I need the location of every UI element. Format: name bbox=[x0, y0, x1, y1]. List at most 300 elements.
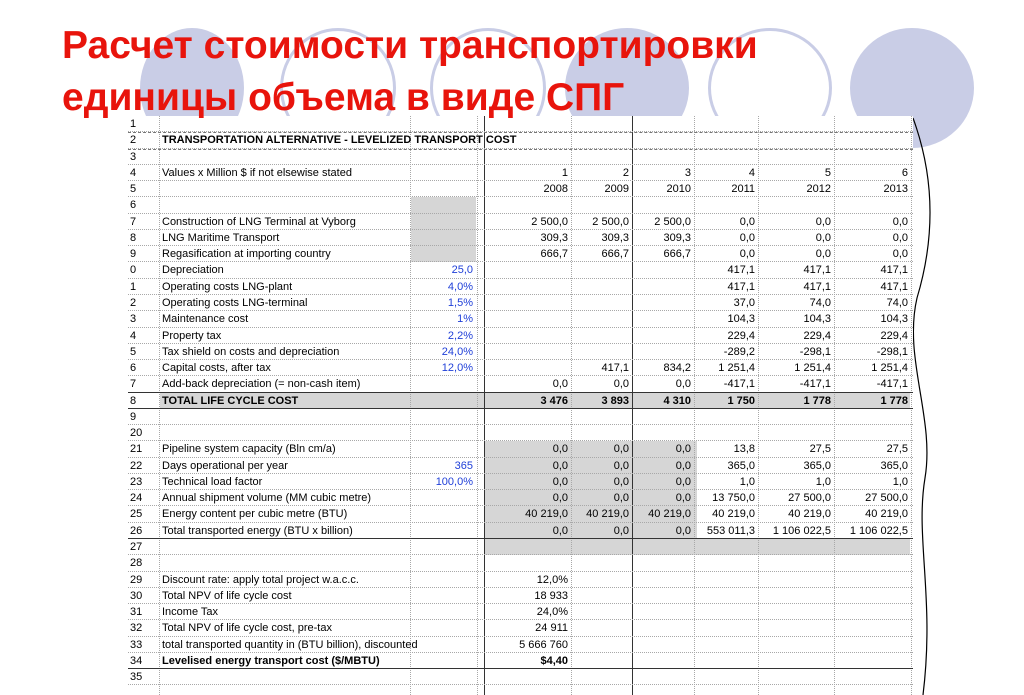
row-label: Energy content per cubic metre (BTU) bbox=[162, 508, 348, 521]
value-cell[interactable] bbox=[633, 653, 694, 668]
sheet-row bbox=[128, 149, 913, 165]
value-cell[interactable]: 365,0 bbox=[803, 459, 831, 472]
value-cell[interactable]: 0,0 bbox=[552, 378, 568, 391]
row-header: 29 bbox=[130, 573, 143, 586]
value-cell[interactable]: 6 bbox=[901, 166, 908, 179]
value-cell[interactable] bbox=[695, 604, 758, 619]
parameter-cell[interactable] bbox=[411, 149, 476, 164]
value-cell[interactable]: 2009 bbox=[604, 183, 629, 196]
value-cell[interactable] bbox=[572, 572, 632, 587]
value-cell[interactable] bbox=[572, 425, 632, 440]
value-cell[interactable] bbox=[572, 344, 632, 359]
parameter-cell[interactable] bbox=[411, 490, 476, 505]
value-cell[interactable] bbox=[695, 669, 758, 684]
value-cell[interactable] bbox=[695, 409, 758, 424]
value-cell[interactable]: 104,3 bbox=[803, 313, 831, 326]
parameter-cell[interactable] bbox=[411, 653, 476, 668]
value-cell[interactable]: 0,0 bbox=[892, 215, 908, 228]
value-cell[interactable] bbox=[485, 197, 571, 212]
value-cell[interactable] bbox=[695, 555, 758, 570]
value-cell[interactable]: 0,0 bbox=[739, 231, 755, 244]
value-cell[interactable] bbox=[759, 409, 834, 424]
row-header: 1 bbox=[130, 118, 137, 130]
row-label: Days operational per year bbox=[162, 459, 288, 472]
value-cell[interactable] bbox=[759, 132, 834, 147]
value-cell[interactable] bbox=[633, 539, 694, 554]
row-header: 3 bbox=[130, 150, 137, 163]
value-cell[interactable]: 1 251,4 bbox=[718, 362, 755, 375]
value-cell[interactable]: 1,0 bbox=[739, 475, 755, 488]
sheet-row bbox=[128, 523, 913, 539]
value-cell[interactable] bbox=[633, 279, 694, 294]
value-cell[interactable]: 0,0 bbox=[613, 492, 629, 505]
value-cell[interactable] bbox=[633, 555, 694, 570]
value-cell[interactable]: 0,0 bbox=[739, 248, 755, 261]
value-cell[interactable] bbox=[485, 295, 571, 310]
row-header: 24 bbox=[130, 492, 143, 505]
value-cell[interactable]: 666,7 bbox=[601, 248, 629, 261]
row-label: Depreciation bbox=[162, 264, 224, 277]
value-cell[interactable]: 40 219,0 bbox=[712, 508, 755, 521]
parameter-cell[interactable]: 24,0% bbox=[441, 345, 473, 358]
value-cell[interactable]: 0,0 bbox=[675, 475, 691, 488]
value-cell[interactable]: 0,0 bbox=[552, 443, 568, 456]
value-cell[interactable]: 309,3 bbox=[663, 231, 691, 244]
parameter-cell[interactable] bbox=[411, 572, 476, 587]
value-cell[interactable] bbox=[633, 409, 694, 424]
value-cell[interactable] bbox=[759, 588, 834, 603]
value-cell[interactable]: 3 893 bbox=[601, 394, 629, 407]
value-cell[interactable]: 27,5 bbox=[886, 443, 908, 456]
parameter-cell[interactable]: 25,0 bbox=[451, 264, 473, 277]
value-cell[interactable]: 0,0 bbox=[613, 475, 629, 488]
value-cell[interactable] bbox=[633, 425, 694, 440]
value-cell[interactable]: 0,0 bbox=[613, 524, 629, 537]
parameter-cell[interactable] bbox=[411, 539, 476, 554]
value-cell[interactable]: 0,0 bbox=[739, 215, 755, 228]
value-cell[interactable]: 27,5 bbox=[809, 443, 831, 456]
value-cell[interactable] bbox=[572, 637, 632, 652]
value-cell[interactable]: 24 911 bbox=[535, 622, 568, 635]
value-cell[interactable]: 74,0 bbox=[809, 296, 831, 309]
value-cell[interactable] bbox=[695, 572, 758, 587]
value-cell[interactable] bbox=[759, 539, 834, 554]
value-cell[interactable] bbox=[633, 149, 694, 164]
value-cell[interactable]: 27 500,0 bbox=[865, 492, 908, 505]
row-header: 22 bbox=[130, 459, 143, 472]
value-cell[interactable]: -417,1 bbox=[876, 378, 908, 391]
value-cell[interactable]: -417,1 bbox=[799, 378, 831, 391]
value-cell[interactable] bbox=[835, 653, 911, 668]
value-cell[interactable] bbox=[485, 279, 571, 294]
value-cell[interactable]: 0,0 bbox=[892, 248, 908, 261]
value-cell[interactable]: 1 778 bbox=[880, 394, 908, 407]
value-cell[interactable]: $4,40 bbox=[540, 654, 568, 667]
value-cell[interactable] bbox=[695, 653, 758, 668]
dashed-separator bbox=[128, 132, 913, 133]
value-cell[interactable]: 666,7 bbox=[663, 248, 691, 261]
value-cell[interactable]: 0,0 bbox=[675, 443, 691, 456]
value-cell[interactable] bbox=[485, 149, 571, 164]
value-cell[interactable]: 5 bbox=[824, 166, 831, 179]
value-cell[interactable]: 40 219,0 bbox=[788, 508, 831, 521]
row-header: 25 bbox=[130, 508, 143, 521]
value-cell[interactable]: 1,0 bbox=[815, 475, 831, 488]
value-cell[interactable]: 2 500,0 bbox=[531, 215, 568, 228]
parameter-cell[interactable] bbox=[411, 165, 476, 180]
value-cell[interactable] bbox=[485, 262, 571, 277]
value-cell[interactable] bbox=[835, 637, 911, 652]
value-cell[interactable] bbox=[759, 425, 834, 440]
spreadsheet bbox=[128, 116, 913, 695]
parameter-cell[interactable] bbox=[411, 523, 476, 538]
value-cell[interactable]: 0,0 bbox=[552, 459, 568, 472]
value-cell[interactable]: 2013 bbox=[883, 183, 908, 196]
row-label: total transported quantity in (BTU billion), discounted bbox=[162, 638, 418, 651]
value-cell[interactable] bbox=[835, 572, 911, 587]
sheet-row bbox=[128, 295, 913, 311]
value-cell[interactable]: 1 251,4 bbox=[871, 362, 908, 375]
value-cell[interactable]: 1 106 022,5 bbox=[849, 524, 908, 537]
value-cell[interactable] bbox=[572, 409, 632, 424]
parameter-cell[interactable]: 2,2% bbox=[447, 329, 473, 342]
value-cell[interactable] bbox=[485, 344, 571, 359]
value-cell[interactable] bbox=[835, 669, 911, 684]
value-cell[interactable]: 417,1 bbox=[601, 362, 629, 375]
value-cell[interactable]: 417,1 bbox=[803, 280, 831, 293]
value-cell[interactable] bbox=[485, 539, 571, 554]
value-cell[interactable] bbox=[633, 637, 694, 652]
value-cell[interactable]: 4 bbox=[748, 166, 755, 179]
value-cell[interactable]: 1 750 bbox=[727, 394, 755, 407]
value-cell[interactable]: 0,0 bbox=[815, 215, 831, 228]
value-cell[interactable]: 74,0 bbox=[886, 296, 908, 309]
value-cell[interactable] bbox=[759, 197, 834, 212]
row-header: 4 bbox=[130, 329, 137, 342]
value-cell[interactable] bbox=[759, 572, 834, 587]
row-label: Annual shipment volume (MM cubic metre) bbox=[162, 492, 372, 505]
value-cell[interactable] bbox=[759, 604, 834, 619]
sheet-row bbox=[128, 653, 913, 669]
value-cell[interactable] bbox=[759, 555, 834, 570]
value-cell[interactable] bbox=[633, 328, 694, 343]
parameter-cell[interactable] bbox=[411, 620, 476, 635]
parameter-cell[interactable] bbox=[411, 555, 476, 570]
value-cell[interactable]: 0,0 bbox=[815, 248, 831, 261]
row-header: 7 bbox=[130, 215, 137, 228]
value-cell[interactable] bbox=[572, 653, 632, 668]
value-cell[interactable] bbox=[572, 328, 632, 343]
parameter-cell[interactable]: 1,5% bbox=[447, 296, 473, 309]
value-cell[interactable] bbox=[572, 620, 632, 635]
row-label: Capital costs, after tax bbox=[162, 362, 271, 375]
value-cell[interactable]: 13 750,0 bbox=[712, 492, 755, 505]
parameter-cell[interactable] bbox=[411, 197, 476, 212]
parameter-cell[interactable] bbox=[411, 409, 476, 424]
row-label: TOTAL LIFE CYCLE COST bbox=[162, 394, 299, 407]
value-cell[interactable]: 40 219,0 bbox=[525, 508, 568, 521]
row-label: Regasification at importing country bbox=[162, 248, 331, 261]
parameter-cell[interactable] bbox=[411, 376, 476, 391]
value-cell[interactable]: 40 219,0 bbox=[648, 508, 691, 521]
value-cell[interactable]: -289,2 bbox=[723, 345, 755, 358]
parameter-cell[interactable]: 100,0% bbox=[435, 475, 473, 488]
value-cell[interactable]: 666,7 bbox=[540, 248, 568, 261]
value-cell[interactable] bbox=[485, 360, 571, 375]
value-cell[interactable] bbox=[572, 588, 632, 603]
value-cell[interactable] bbox=[572, 295, 632, 310]
parameter-cell[interactable] bbox=[411, 588, 476, 603]
value-cell[interactable]: 40 219,0 bbox=[586, 508, 629, 521]
parameter-cell[interactable] bbox=[411, 393, 476, 408]
value-cell[interactable] bbox=[759, 637, 834, 652]
row-header: 28 bbox=[130, 557, 143, 570]
value-cell[interactable]: 2 500,0 bbox=[592, 215, 629, 228]
value-cell[interactable] bbox=[572, 132, 632, 147]
parameter-cell[interactable] bbox=[411, 441, 476, 456]
value-cell[interactable] bbox=[485, 311, 571, 326]
row-label bbox=[160, 539, 410, 554]
value-cell[interactable] bbox=[835, 555, 911, 570]
value-cell[interactable]: 27 500,0 bbox=[788, 492, 831, 505]
row-header: 34 bbox=[130, 654, 143, 667]
value-cell[interactable] bbox=[633, 572, 694, 587]
value-cell[interactable]: 0,0 bbox=[675, 524, 691, 537]
value-cell[interactable] bbox=[835, 620, 911, 635]
value-cell[interactable] bbox=[572, 262, 632, 277]
value-cell[interactable] bbox=[633, 669, 694, 684]
value-cell[interactable]: 2 bbox=[622, 166, 629, 179]
value-cell[interactable]: 365,0 bbox=[727, 459, 755, 472]
value-cell[interactable] bbox=[633, 262, 694, 277]
row-label bbox=[160, 409, 410, 424]
value-cell[interactable]: 309,3 bbox=[601, 231, 629, 244]
value-cell[interactable] bbox=[695, 588, 758, 603]
value-cell[interactable]: 13,8 bbox=[733, 443, 755, 456]
value-cell[interactable]: 2010 bbox=[666, 183, 691, 196]
sheet-row bbox=[128, 262, 913, 278]
value-cell[interactable]: 2012 bbox=[806, 183, 831, 196]
value-cell[interactable]: 309,3 bbox=[540, 231, 568, 244]
value-cell[interactable] bbox=[695, 149, 758, 164]
sheet-row bbox=[128, 539, 913, 555]
value-cell[interactable]: 1 778 bbox=[803, 394, 831, 407]
parameter-cell[interactable]: 1% bbox=[457, 313, 473, 326]
value-cell[interactable]: 229,4 bbox=[727, 329, 755, 342]
value-cell[interactable]: 104,3 bbox=[880, 313, 908, 326]
row-header: 4 bbox=[130, 166, 137, 179]
value-cell[interactable]: 0,0 bbox=[613, 443, 629, 456]
row-header: 7 bbox=[130, 378, 137, 391]
value-cell[interactable]: 417,1 bbox=[880, 280, 908, 293]
parameter-cell[interactable] bbox=[411, 637, 476, 652]
value-cell[interactable] bbox=[633, 604, 694, 619]
value-cell[interactable] bbox=[695, 132, 758, 147]
value-cell[interactable]: 12,0% bbox=[536, 573, 568, 586]
value-cell[interactable] bbox=[633, 620, 694, 635]
value-cell[interactable] bbox=[835, 409, 911, 424]
sheet-row bbox=[128, 637, 913, 653]
value-cell[interactable]: 417,1 bbox=[880, 264, 908, 277]
value-cell[interactable] bbox=[572, 604, 632, 619]
row-header: 5 bbox=[130, 345, 137, 358]
value-cell[interactable]: 40 219,0 bbox=[865, 508, 908, 521]
value-cell[interactable]: 3 bbox=[684, 166, 691, 179]
value-cell[interactable]: 5 666 760 bbox=[519, 638, 568, 651]
sheet-row bbox=[128, 669, 913, 685]
row-label: Discount rate: apply total project w.a.c.c. bbox=[162, 573, 359, 586]
parameter-cell[interactable] bbox=[411, 181, 476, 196]
value-cell[interactable]: 0,0 bbox=[892, 231, 908, 244]
value-cell[interactable] bbox=[835, 116, 911, 131]
value-cell[interactable]: 229,4 bbox=[803, 329, 831, 342]
value-cell[interactable]: 0,0 bbox=[613, 459, 629, 472]
value-cell[interactable]: 0,0 bbox=[552, 492, 568, 505]
value-cell[interactable] bbox=[633, 295, 694, 310]
value-cell[interactable] bbox=[695, 620, 758, 635]
parameter-cell[interactable] bbox=[411, 132, 476, 147]
value-cell[interactable]: 0,0 bbox=[815, 231, 831, 244]
sheet-row bbox=[128, 360, 913, 376]
parameter-cell[interactable]: 12,0% bbox=[441, 362, 473, 375]
value-cell[interactable]: 4 310 bbox=[663, 394, 691, 407]
parameter-cell[interactable]: 365 bbox=[454, 459, 473, 472]
value-cell[interactable]: 1 251,4 bbox=[794, 362, 831, 375]
value-cell[interactable] bbox=[835, 539, 911, 554]
value-cell[interactable] bbox=[835, 149, 911, 164]
row-label: Technical load factor bbox=[162, 475, 263, 488]
value-cell[interactable] bbox=[485, 132, 571, 147]
row-label bbox=[160, 181, 410, 196]
parameter-cell[interactable] bbox=[411, 604, 476, 619]
value-cell[interactable] bbox=[572, 149, 632, 164]
row-label: Total NPV of life cycle cost bbox=[162, 589, 292, 602]
value-cell[interactable] bbox=[572, 669, 632, 684]
value-cell[interactable] bbox=[572, 279, 632, 294]
row-header: 3 bbox=[130, 313, 137, 326]
value-cell[interactable]: 553 011,3 bbox=[706, 524, 755, 537]
value-cell[interactable]: 3 476 bbox=[540, 394, 568, 407]
value-cell[interactable] bbox=[835, 197, 911, 212]
value-cell[interactable]: 1 106 022,5 bbox=[772, 524, 831, 537]
parameter-cell[interactable]: 4,0% bbox=[447, 280, 473, 293]
row-label: LNG Maritime Transport bbox=[162, 231, 280, 244]
sheet-row bbox=[128, 230, 913, 246]
row-label: Operating costs LNG-terminal bbox=[162, 296, 308, 309]
value-cell[interactable]: 2008 bbox=[543, 183, 568, 196]
slide-title-line-2: единицы объема в виде СПГ bbox=[62, 76, 625, 119]
value-cell[interactable]: -298,1 bbox=[876, 345, 908, 358]
value-cell[interactable] bbox=[695, 425, 758, 440]
parameter-cell[interactable] bbox=[411, 214, 476, 229]
value-cell[interactable]: 2011 bbox=[731, 183, 755, 196]
sheet-row bbox=[128, 165, 913, 181]
value-cell[interactable] bbox=[572, 555, 632, 570]
row-header: 26 bbox=[130, 524, 143, 537]
row-header: 27 bbox=[130, 541, 143, 554]
row-header: 8 bbox=[130, 231, 137, 244]
sheet-row bbox=[128, 506, 913, 522]
value-cell[interactable] bbox=[835, 588, 911, 603]
value-cell[interactable] bbox=[695, 637, 758, 652]
row-header: 2 bbox=[130, 296, 137, 309]
value-cell[interactable] bbox=[633, 588, 694, 603]
value-cell[interactable]: 1 bbox=[561, 166, 568, 179]
row-label bbox=[160, 425, 410, 440]
row-header: 23 bbox=[130, 475, 143, 488]
value-cell[interactable] bbox=[835, 604, 911, 619]
value-cell[interactable] bbox=[485, 669, 571, 684]
value-cell[interactable]: 0,0 bbox=[675, 459, 691, 472]
value-cell[interactable] bbox=[572, 539, 632, 554]
value-cell[interactable]: 229,4 bbox=[880, 329, 908, 342]
row-label: Property tax bbox=[162, 329, 222, 342]
parameter-cell[interactable] bbox=[411, 425, 476, 440]
value-cell[interactable] bbox=[759, 669, 834, 684]
parameter-cell[interactable] bbox=[411, 230, 476, 245]
value-cell[interactable] bbox=[835, 132, 911, 147]
value-cell[interactable]: 417,1 bbox=[803, 264, 831, 277]
value-cell[interactable] bbox=[633, 197, 694, 212]
value-cell[interactable] bbox=[633, 311, 694, 326]
value-cell[interactable]: 365,0 bbox=[880, 459, 908, 472]
value-cell[interactable]: 417,1 bbox=[727, 264, 755, 277]
value-cell[interactable] bbox=[572, 197, 632, 212]
value-cell[interactable]: 104,3 bbox=[727, 313, 755, 326]
sheet-row bbox=[128, 311, 913, 327]
value-cell[interactable]: 417,1 bbox=[727, 280, 755, 293]
value-cell[interactable]: 18 933 bbox=[534, 589, 568, 602]
value-cell[interactable] bbox=[695, 197, 758, 212]
parameter-cell[interactable] bbox=[411, 669, 476, 684]
value-cell[interactable] bbox=[759, 653, 834, 668]
row-label bbox=[160, 555, 410, 570]
value-cell[interactable] bbox=[695, 539, 758, 554]
row-header: 6 bbox=[130, 199, 137, 212]
value-cell[interactable] bbox=[835, 425, 911, 440]
parameter-cell[interactable] bbox=[411, 246, 476, 261]
value-cell[interactable] bbox=[759, 620, 834, 635]
value-cell[interactable] bbox=[572, 311, 632, 326]
value-cell[interactable]: 24,0% bbox=[536, 606, 568, 619]
value-cell[interactable] bbox=[485, 328, 571, 343]
value-cell[interactable]: 37,0 bbox=[733, 296, 755, 309]
value-cell[interactable] bbox=[485, 409, 571, 424]
value-cell[interactable] bbox=[485, 555, 571, 570]
value-cell[interactable]: 0,0 bbox=[552, 475, 568, 488]
value-cell[interactable]: -298,1 bbox=[799, 345, 831, 358]
value-cell[interactable]: 0,0 bbox=[613, 378, 629, 391]
value-cell[interactable]: 2 500,0 bbox=[654, 215, 691, 228]
row-label: Operating costs LNG-plant bbox=[162, 280, 293, 293]
value-cell[interactable]: -417,1 bbox=[723, 378, 755, 391]
value-cell[interactable] bbox=[633, 132, 694, 147]
value-cell[interactable]: 1,0 bbox=[892, 475, 908, 488]
row-header: 8 bbox=[130, 394, 137, 407]
value-cell[interactable]: 0,0 bbox=[552, 524, 568, 537]
sheet-row bbox=[128, 588, 913, 604]
parameter-cell[interactable] bbox=[411, 506, 476, 521]
value-cell[interactable]: 0,0 bbox=[675, 492, 691, 505]
value-cell[interactable] bbox=[633, 344, 694, 359]
value-cell[interactable]: 834,2 bbox=[663, 362, 691, 375]
sheet-row bbox=[128, 344, 913, 360]
value-cell[interactable]: 0,0 bbox=[675, 378, 691, 391]
sheet-row bbox=[128, 197, 913, 213]
value-cell[interactable] bbox=[759, 116, 834, 131]
value-cell[interactable] bbox=[759, 149, 834, 164]
value-cell[interactable] bbox=[485, 425, 571, 440]
